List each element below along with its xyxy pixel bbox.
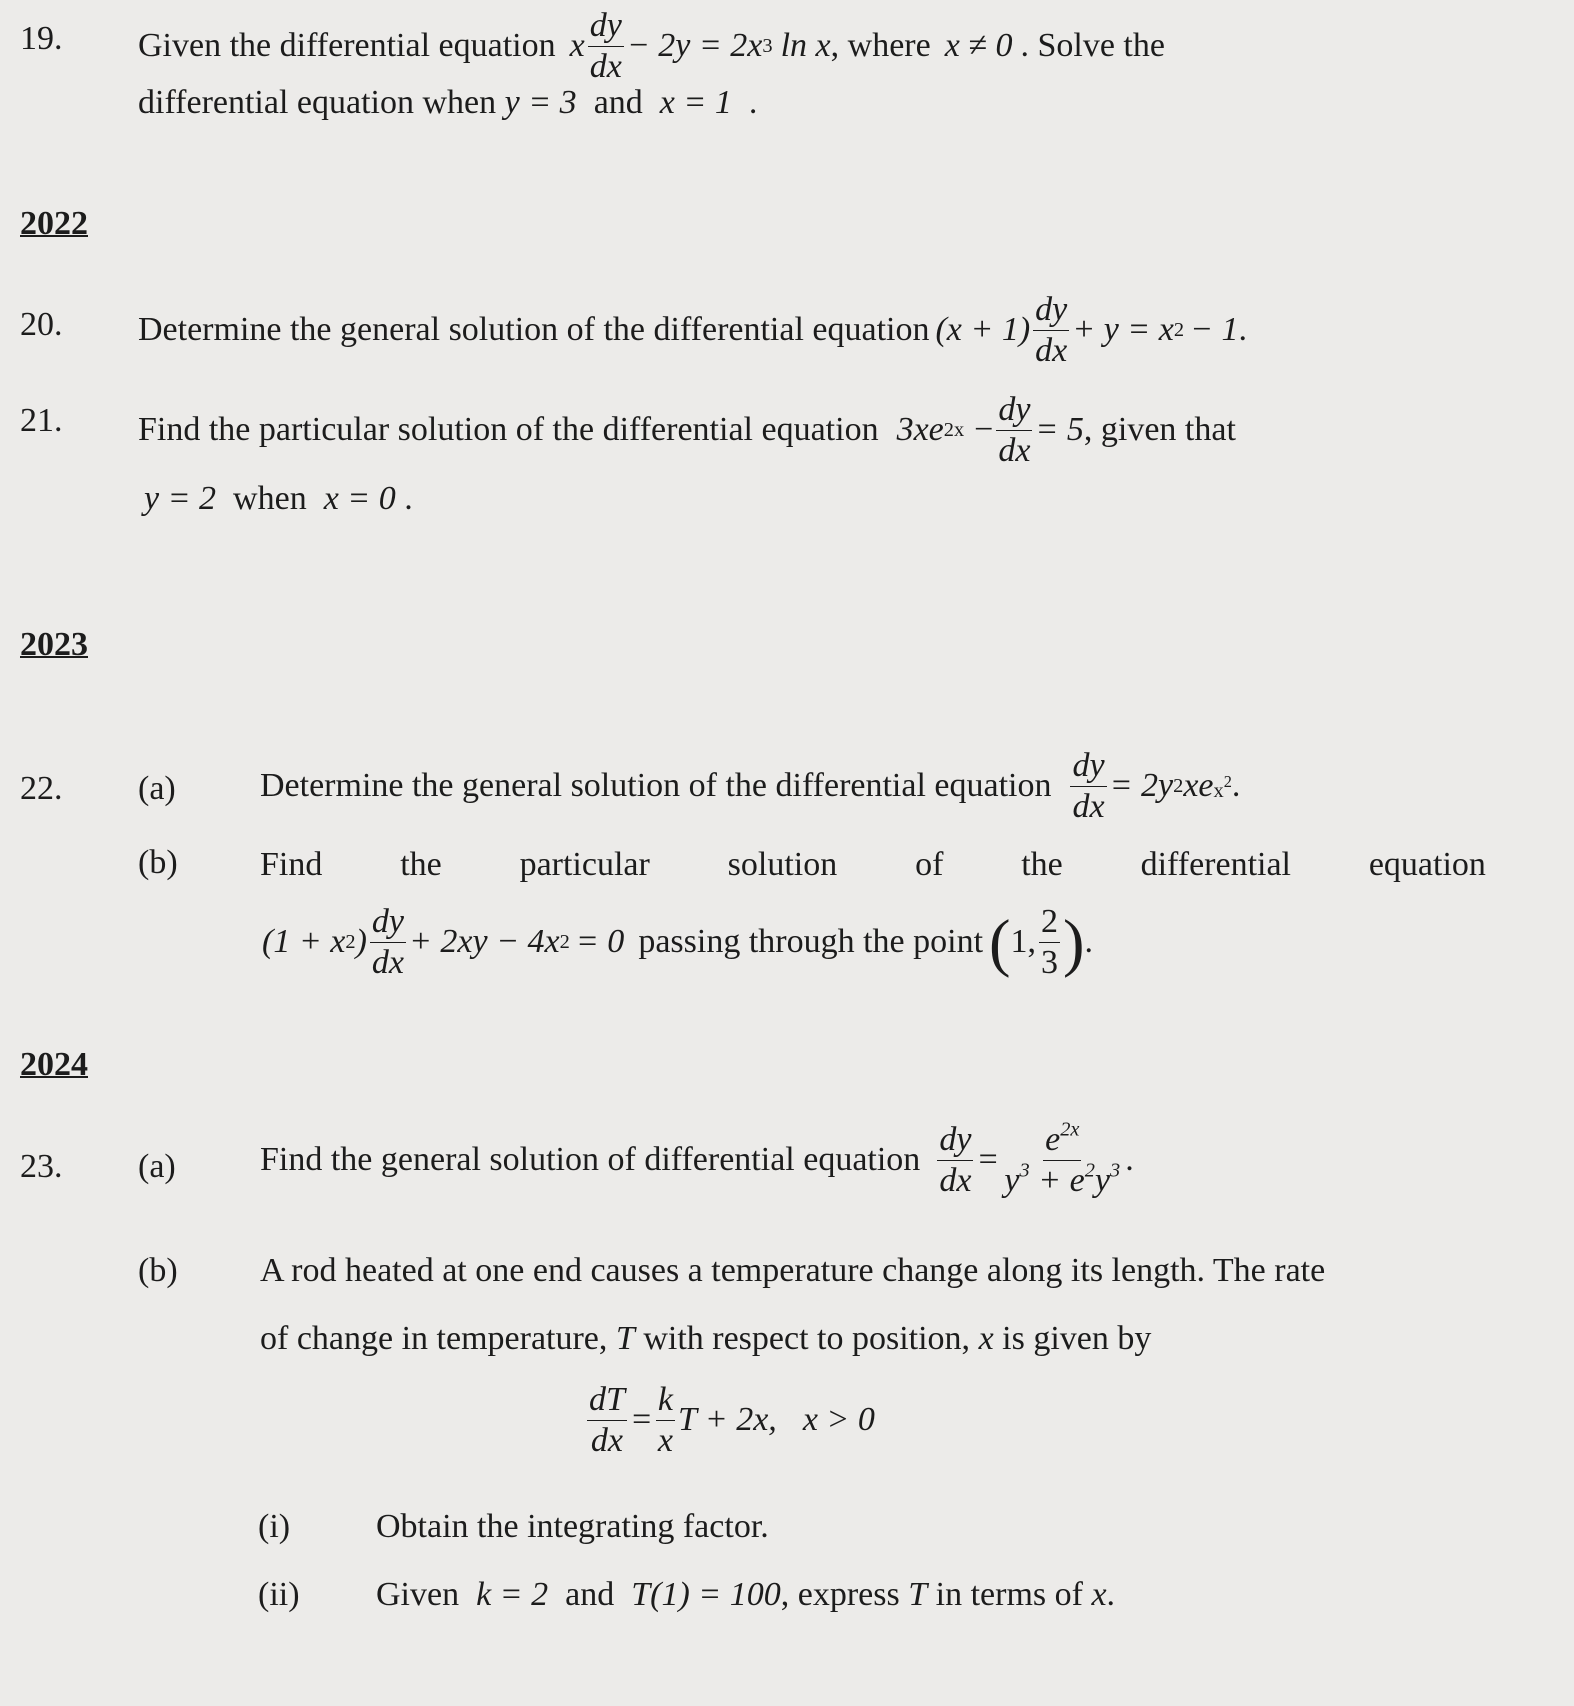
- q20-text: Determine the general solution of the differential equation: [138, 311, 930, 349]
- q19-eq-x: x: [569, 27, 585, 65]
- q22-a-derivative: $\frac{dy}{dx}$: [1072, 747, 1105, 825]
- q21-minus: −: [974, 411, 994, 449]
- q22-a-label: (a): [138, 770, 176, 807]
- q20-end: .: [1238, 311, 1247, 349]
- q23-ii-t2: , express: [780, 1576, 900, 1613]
- q23-ii-line: [376, 1578, 1115, 1612]
- q23-a-derivative: $\frac{dy}{dx}$: [939, 1121, 972, 1199]
- q21-eq-a: 3xe: [896, 411, 944, 449]
- q22-b-word: Find: [260, 846, 323, 883]
- q23-b-derivative: $\frac{dT}{dx}$: [589, 1381, 625, 1459]
- q23-b-equals: =: [629, 1401, 653, 1439]
- q22-b-eq2: ): [355, 923, 367, 961]
- q21-cond-y: y = 2: [144, 480, 217, 517]
- q22-a-eq: = 2y: [1109, 767, 1174, 805]
- q22-b-eq4: = 0: [575, 923, 625, 961]
- q20-line: Determine the general solution of the differential equation (x + 1) $\frac{dy}{dx}$ + y = x 2 − 1 .: [138, 291, 1247, 369]
- q20-eq-b: + y = x: [1072, 311, 1174, 349]
- q23-b-text2b: with respect to position,: [643, 1320, 971, 1357]
- q23-ii-end: .: [1106, 1576, 1116, 1613]
- q19-number: 19.: [20, 20, 63, 57]
- q19-text4: differential equation when: [138, 84, 497, 121]
- q23-i-text: Obtain the integrating factor.: [376, 1508, 769, 1545]
- q23-b-text2c: is given by: [1002, 1320, 1152, 1357]
- q22-b-eq3: + 2xy − 4x: [408, 923, 560, 961]
- q23-number: 23.: [20, 1148, 63, 1185]
- year-heading-2023: 2023: [20, 626, 88, 663]
- q22-b-word: particular: [519, 846, 650, 883]
- q21-derivative: $\frac{dy}{dx}$: [998, 391, 1031, 469]
- q21-text2: , given that: [1083, 411, 1236, 449]
- q19-eq-rest: − 2y = 2x: [626, 27, 763, 65]
- q19-cond-y: y = 3: [504, 84, 577, 121]
- q22-b-label: (b): [138, 844, 178, 881]
- q19-eq-ln: ln x: [780, 27, 831, 65]
- q22-b-eq1: (1 + x: [262, 923, 346, 961]
- q23-b-text2a: of change in temperature,: [260, 1320, 608, 1357]
- q22-a-exp2: $x^2$: [1213, 771, 1232, 802]
- q23-b-equation: [584, 1382, 875, 1458]
- q22-b-derivative: $\frac{dy}{dx}$: [371, 903, 404, 981]
- q21-line1: Find the particular solution of the differential equation 3xe 2x − $\frac{dy}{dx}$ = 5 , given that: [138, 391, 1236, 469]
- q19-cond-x: x = 1: [659, 84, 732, 121]
- q23-a-rhs: $\frac{e^{2x}}{y^3 + e^2y^3}$: [1004, 1118, 1121, 1199]
- q19-derivative: $\frac{dy}{dx}$: [589, 7, 622, 85]
- q23-b-label: (b): [138, 1252, 178, 1289]
- q21-number: 21.: [20, 402, 63, 439]
- q23-b-T: T: [615, 1320, 635, 1357]
- q23-a-end: .: [1125, 1141, 1134, 1179]
- q19-line1: Given the differential equation x $\frac{dy}{dx}$ − 2y = 2x 3 ln x , where x ≠ 0 . Solve the: [138, 7, 1165, 85]
- q23-b-line2: [260, 1322, 1151, 1356]
- q23-ii-and: and: [565, 1576, 615, 1613]
- q22-a-end: .: [1231, 767, 1241, 805]
- q23-ii-label: (ii): [258, 1576, 300, 1613]
- q20-derivative: $\frac{dy}{dx}$: [1035, 291, 1068, 369]
- q22-number: 22.: [20, 770, 63, 807]
- q23-b-eq-rest: T + 2x,: [677, 1401, 777, 1439]
- q23-ii-T3: T: [908, 1576, 928, 1613]
- q21-text1: Find the particular solution of the differential equation: [138, 411, 879, 449]
- q21-cond-x: x = 0: [323, 480, 396, 517]
- q20-eq-c: − 1: [1190, 311, 1239, 349]
- q21-when: when: [233, 480, 307, 517]
- q22-b-word: differential: [1140, 846, 1292, 883]
- q23-ii-T2: (1) = 100: [650, 1576, 781, 1613]
- q22-a-line: Determine the general solution of the differential equation $\frac{dy}{dx}$ = 2y 2 xe $x^2$ .: [260, 747, 1241, 825]
- q22-point-x: 1,: [1010, 923, 1037, 961]
- q20-number: 20.: [20, 306, 63, 343]
- q19-text2: , where: [830, 27, 931, 65]
- q22-a-eq2: xe: [1183, 767, 1214, 805]
- q23-a-label: (a): [138, 1148, 176, 1185]
- q23-ii-T: T: [631, 1576, 651, 1613]
- q20-eq-a: (x + 1): [935, 311, 1031, 349]
- q23-i-label: (i): [258, 1508, 291, 1545]
- q21-eq-b: = 5: [1035, 411, 1084, 449]
- q19-condition: x ≠ 0: [944, 27, 1013, 65]
- q22-b-line1: [260, 848, 1486, 882]
- q22-b-word: the: [1021, 846, 1063, 883]
- q19-text1: Given the differential equation: [138, 27, 556, 65]
- q23-a-line: [260, 1118, 1134, 1199]
- q23-a-equals: =: [976, 1141, 1000, 1179]
- year-heading-2024: 2024: [20, 1046, 88, 1083]
- q22-b-line2: (1 + x 2 ) $\frac{dy}{dx}$ + 2xy − 4x 2 = 0 passing through the point ( 1, $\frac{2}{3}$ ) .: [262, 903, 1094, 981]
- q21-line2: [144, 482, 413, 516]
- q19-text3: . Solve the: [1020, 27, 1165, 65]
- q22-b-word: equation: [1368, 846, 1486, 883]
- q23-ii-x: x: [1091, 1576, 1107, 1613]
- q22-point-y: $\frac{2}{3}$: [1041, 903, 1059, 981]
- q23-b-x: x: [978, 1320, 994, 1357]
- q22-b-word: the: [400, 846, 442, 883]
- q21-end: .: [404, 480, 413, 517]
- q22-a-text: Determine the general solution of the differential equation: [260, 767, 1052, 805]
- q19-end: .: [748, 84, 758, 121]
- q23-ii-t1: Given: [376, 1576, 460, 1613]
- q22-b-word: solution: [727, 846, 838, 883]
- q23-a-text: Find the general solution of differential equation: [260, 1141, 921, 1179]
- year-heading-2022: 2022: [20, 205, 88, 242]
- q23-ii-t3: in terms of: [935, 1576, 1083, 1613]
- q22-b-text: passing through the point: [638, 923, 984, 961]
- q23-b-coef: $\frac{k}{x}$: [657, 1381, 673, 1459]
- q23-ii-k: k = 2: [476, 1576, 549, 1613]
- q19-and: and: [593, 84, 643, 121]
- q22-b-word: of: [915, 846, 944, 883]
- q23-b-cond: x > 0: [802, 1401, 875, 1439]
- q23-b-line1: A rod heated at one end causes a temperature change along its length. The rate: [260, 1252, 1326, 1289]
- q19-line2: [138, 86, 757, 120]
- q22-b-end: .: [1084, 923, 1094, 961]
